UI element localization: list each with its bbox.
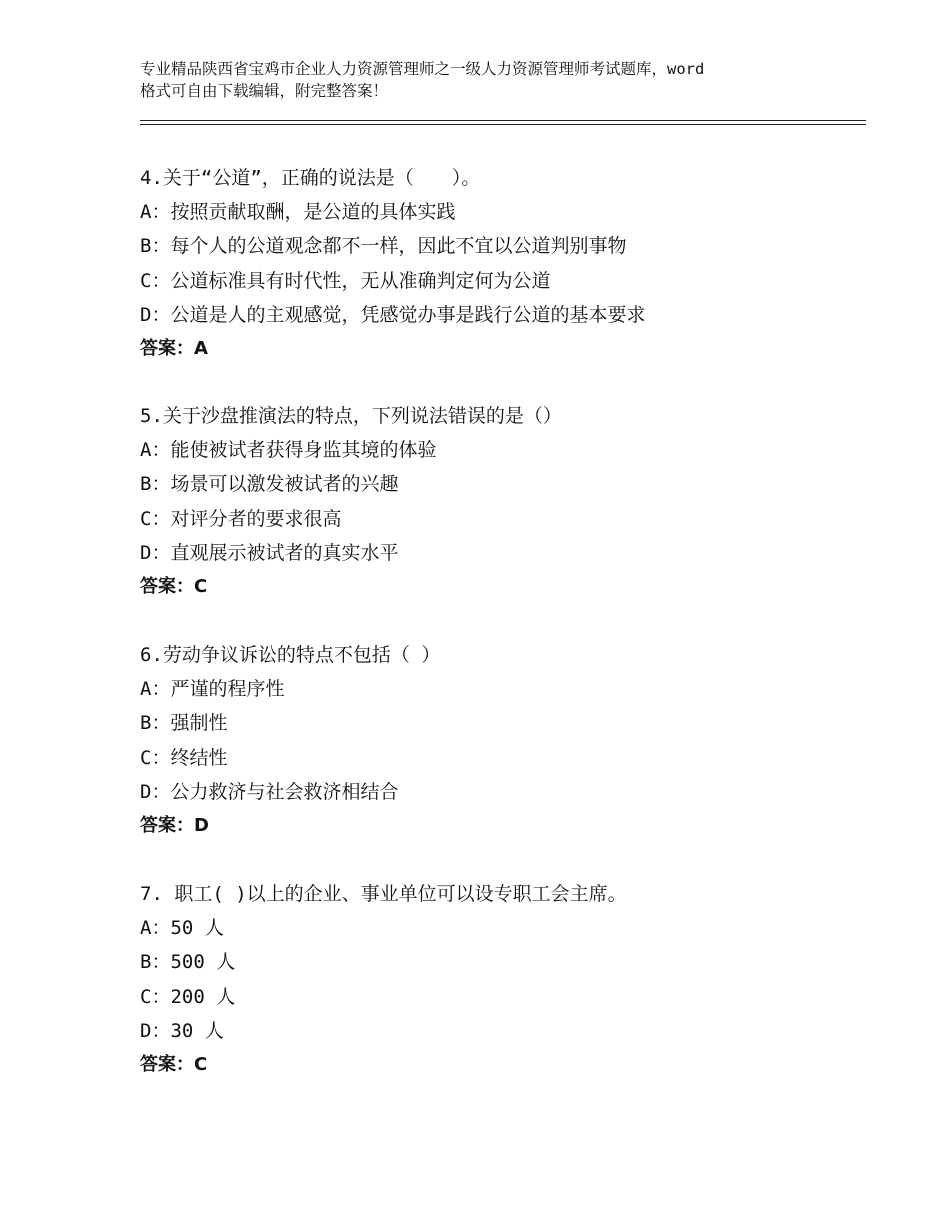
question-block-5 [140, 399, 860, 604]
option-b: B：场景可以激发被试者的兴趣 [140, 473, 399, 496]
option-b: B：每个人的公道观念都不一样，因此不宜以公道判别事物 [140, 235, 627, 258]
option-d: D：公道是人的主观感觉，凭感觉办事是践行公道的基本要求 [140, 303, 646, 326]
answer-label: 答案：C [140, 1053, 208, 1075]
answer-label: 答案：D [140, 814, 209, 836]
question-block-6 [140, 638, 860, 843]
option-c: C：对评分者的要求很高 [140, 507, 342, 530]
question-stem: 5.关于沙盘推演法的特点，下列说法错误的是（） [140, 405, 562, 427]
option-d: D：直观展示被试者的真实水平 [140, 541, 399, 564]
option-b: B：500 人 [140, 951, 236, 974]
question-stem: 4.关于“公道”，正确的说法是（ ）。 [140, 167, 481, 189]
header-title-line-1: 专业精品陕西省宝鸡市企业人力资源管理师之一级人力资源管理师考试题库，word [140, 60, 705, 78]
question-stem: 7. 职工( )以上的企业、事业单位可以设专职工会主席。 [140, 883, 627, 905]
header-title-line-2: 格式可自由下载编辑，附完整答案！ [140, 82, 389, 100]
option-a: A：严谨的程序性 [140, 678, 285, 701]
option-a: A：能使被试者获得身监其境的体验 [140, 439, 437, 462]
option-c: C：终结性 [140, 746, 228, 769]
question-block-4 [140, 161, 860, 366]
answer-label: 答案：A [140, 337, 208, 359]
option-a: A：50 人 [140, 917, 224, 940]
option-c: C：200 人 [140, 985, 236, 1008]
header-divider-bottom [140, 124, 866, 125]
question-stem: 6.劳动争议诉讼的特点不包括（ ） [140, 644, 441, 666]
option-a: A：按照贡献取酬，是公道的具体实践 [140, 201, 456, 224]
option-d: D：30 人 [140, 1019, 224, 1042]
option-b: B：强制性 [140, 712, 228, 735]
option-c: C：公道标准具有时代性，无从准确判定何为公道 [140, 269, 551, 292]
question-block-7 [140, 877, 860, 1082]
document-header [140, 58, 830, 102]
header-divider-top [140, 120, 866, 121]
option-d: D：公力救济与社会救济相结合 [140, 780, 399, 803]
answer-label: 答案：C [140, 575, 208, 597]
